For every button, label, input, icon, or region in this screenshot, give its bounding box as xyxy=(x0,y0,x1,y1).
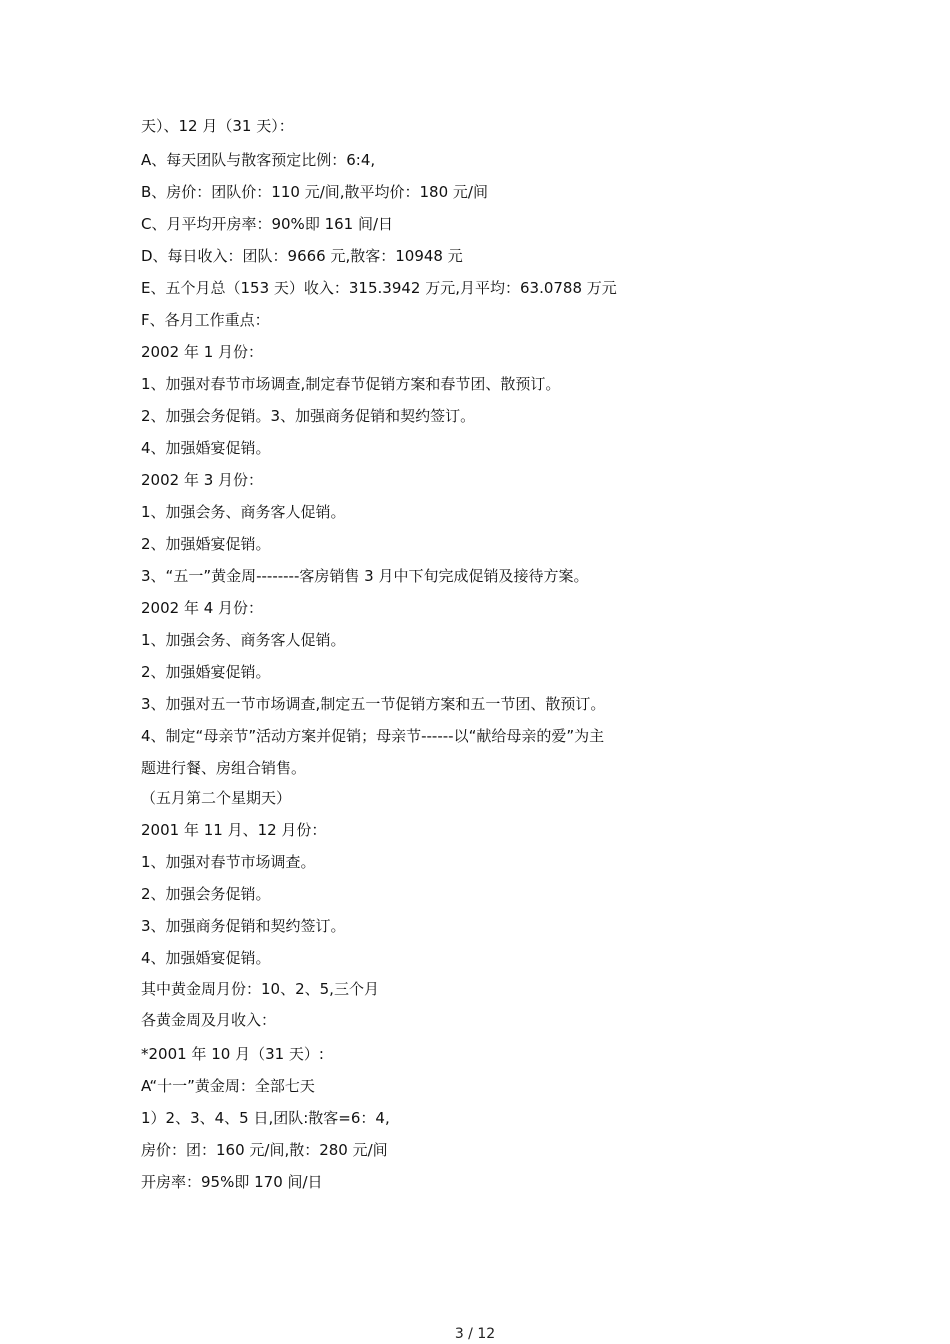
text-line: 1、加强会务、商务客人促销。 xyxy=(141,503,346,521)
text-line: 2、加强婚宴促销。 xyxy=(141,663,271,681)
document-body xyxy=(141,116,701,1192)
text-line: F、各月工作重点： xyxy=(141,311,270,329)
text-line: B、房价：团队价：110 元/间,散平均价：180 元/间 xyxy=(141,183,488,201)
text-line: 2、加强会务促销。3、加强商务促销和契约签订。 xyxy=(141,407,476,425)
text-line: 4、加强婚宴促销。 xyxy=(141,439,271,457)
section-heading: 2002 年 3 月份： xyxy=(141,471,264,489)
section-heading: 2001 年 11 月、12 月份： xyxy=(141,821,327,839)
text-line: 4、加强婚宴促销。 xyxy=(141,949,271,967)
text-line: 其中黄金周月份：10、2、5,三个月 xyxy=(141,980,379,998)
text-line: D、每日收入：团队：9666 元,散客：10948 元 xyxy=(141,247,463,265)
section-heading: 2002 年 1 月份： xyxy=(141,343,264,361)
section-heading: 2002 年 4 月份： xyxy=(141,599,264,617)
text-line: E、五个月总（153 天）收入：315.3942 万元,月平均：63.0788 万元 xyxy=(141,279,617,297)
text-line: A、每天团队与散客预定比例：6:4, xyxy=(141,151,376,169)
text-line: 1）2、3、4、5 日,团队:散客=6：4, xyxy=(141,1109,390,1127)
text-line: 3、加强对五一节市场调查,制定五一节促销方案和五一节团、散预订。 xyxy=(141,695,606,713)
text-line: 3、“五一”黄金周--------客房销售 3 月中下旬完成促销及接待方案。 xyxy=(141,567,589,585)
text-line: A“十一”黄金周：全部七天 xyxy=(141,1077,315,1095)
text-line: 天）、12 月（31 天）： xyxy=(141,117,294,135)
text-line: 2、加强婚宴促销。 xyxy=(141,535,271,553)
text-line: 题进行餐、房组合销售。 xyxy=(141,759,307,777)
text-line: 1、加强会务、商务客人促销。 xyxy=(141,631,346,649)
text-line: 2、加强会务促销。 xyxy=(141,885,271,903)
text-line: 4、制定“母亲节”活动方案并促销；母亲节------以“献给母亲的爱”为主 xyxy=(141,727,605,745)
text-line: 各黄金周及月收入： xyxy=(141,1011,277,1029)
text-line: （五月第二个星期天） xyxy=(141,789,292,807)
page-number: 3 / 12 xyxy=(454,1326,496,1342)
section-heading: *2001 年 10 月（31 天）: xyxy=(141,1045,324,1063)
text-line: 1、加强对春节市场调查,制定春节促销方案和春节团、散预订。 xyxy=(141,375,561,393)
text-line: 房价：团：160 元/间,散：280 元/间 xyxy=(141,1141,388,1159)
text-line: 3、加强商务促销和契约签订。 xyxy=(141,917,346,935)
text-line: C、月平均开房率：90%即 161 间/日 xyxy=(141,215,394,233)
text-line: 开房率：95%即 170 间/日 xyxy=(141,1173,323,1191)
text-line: 1、加强对春节市场调查。 xyxy=(141,853,316,871)
